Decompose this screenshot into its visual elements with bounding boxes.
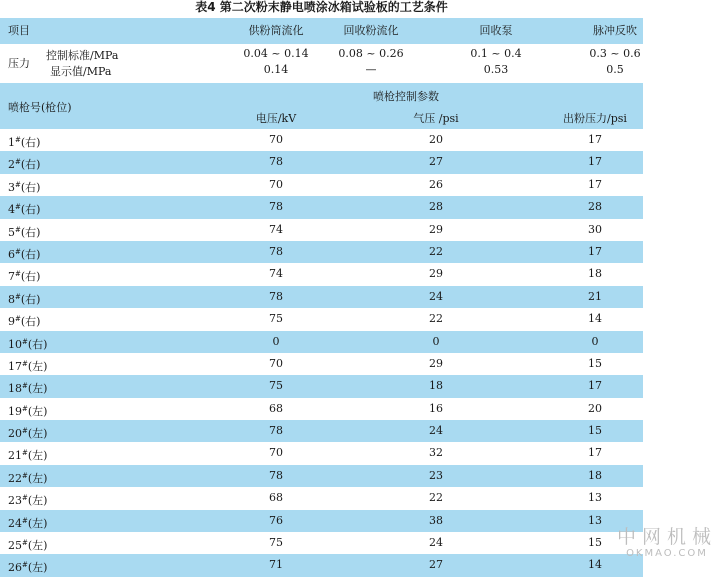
disp-value: 0.14 <box>263 63 289 76</box>
gun-number: 2 <box>8 158 15 172</box>
voltage-cell: 74 <box>269 222 283 236</box>
table-row <box>0 442 643 464</box>
gun-position: (左) <box>27 561 48 575</box>
header-row <box>0 18 643 44</box>
number-sign: # <box>15 180 21 189</box>
table-row <box>0 263 643 285</box>
air-pressure-cell: 26 <box>429 177 443 191</box>
number-sign: # <box>22 516 28 525</box>
air-pressure-cell: 32 <box>429 446 443 460</box>
gun-number: 4 <box>8 203 15 217</box>
disp-value: — <box>365 63 377 76</box>
gun-label: 喷枪号(枪位) <box>8 101 72 114</box>
voltage-cell: 78 <box>269 468 283 482</box>
powder-pressure-cell: 17 <box>588 155 602 169</box>
gun-position: (左) <box>27 494 48 508</box>
gun-position: (左) <box>27 449 48 463</box>
air-pressure-cell: 23 <box>429 468 443 482</box>
air-pressure-cell: 24 <box>429 424 443 438</box>
voltage-cell: 78 <box>269 289 283 303</box>
air-pressure-cell: 28 <box>429 200 443 214</box>
table-row <box>0 532 643 554</box>
gun-number: 1 <box>8 136 15 149</box>
air-pressure-cell: 38 <box>429 513 443 527</box>
voltage-cell: 68 <box>269 491 283 505</box>
gun-position: (右) <box>20 136 41 149</box>
table-row <box>0 398 643 420</box>
number-sign: # <box>22 471 28 480</box>
gun-number: 6 <box>8 247 15 261</box>
pressure-disp-label: 显示值/MPa <box>50 65 112 78</box>
gun-position: (右) <box>20 180 41 194</box>
table-row <box>0 375 643 397</box>
gun-number: 3 <box>8 180 15 194</box>
gun-position: (右) <box>20 158 41 172</box>
powder-pressure-cell: 17 <box>588 379 602 393</box>
gun-position: (右) <box>20 292 41 306</box>
air-pressure-cell: 0 <box>432 334 440 348</box>
gun-number: 26 <box>8 561 22 575</box>
powder-pressure-header: 出粉压力/psi <box>563 112 627 125</box>
pressure-label: 压力 <box>8 57 30 70</box>
table-title: 表4 第二次粉末静电喷涂冰箱试验板的工艺条件 <box>195 0 448 14</box>
gun-position: (左) <box>27 471 48 485</box>
std-value: 0.3 ~ 0.6 <box>589 47 641 60</box>
gun-number-cell <box>8 554 47 579</box>
gun-number: 5 <box>8 225 15 239</box>
number-sign: # <box>15 136 21 144</box>
gun-number: 22 <box>8 471 22 485</box>
gun-number: 21 <box>8 449 22 463</box>
powder-pressure-cell: 14 <box>588 312 602 326</box>
header-pulse-blowback: 脉冲反吹 <box>593 24 637 37</box>
powder-pressure-cell: 15 <box>588 536 602 550</box>
gun-position: (右) <box>20 247 41 261</box>
gun-number: 9 <box>8 315 15 329</box>
voltage-header: 电压/kV <box>255 112 297 125</box>
powder-pressure-cell: 18 <box>588 267 602 281</box>
gun-number: 24 <box>8 516 22 530</box>
powder-pressure-cell: 13 <box>588 491 602 505</box>
table-row <box>0 196 643 218</box>
gun-position: (左) <box>27 516 48 530</box>
number-sign: # <box>22 494 28 503</box>
air-pressure-cell: 24 <box>429 536 443 550</box>
voltage-cell: 75 <box>269 312 283 326</box>
gun-number: 8 <box>8 292 15 306</box>
number-sign: # <box>22 382 28 391</box>
voltage-cell: 70 <box>269 133 283 146</box>
air-pressure-cell: 16 <box>429 401 443 415</box>
header-recovery-fluidization: 回收粉流化 <box>343 24 399 37</box>
gun-position: (左) <box>27 404 48 418</box>
air-pressure-cell: 29 <box>429 222 443 236</box>
number-sign: # <box>22 539 28 548</box>
number-sign: # <box>15 203 21 212</box>
table-row <box>0 241 643 263</box>
powder-pressure-cell: 0 <box>591 334 599 348</box>
header-powder-feed: 供粉筒流化 <box>248 24 304 37</box>
process-table <box>0 18 643 577</box>
voltage-cell: 75 <box>269 379 283 393</box>
table-row <box>0 151 643 173</box>
powder-pressure-cell: 17 <box>588 177 602 191</box>
number-sign: # <box>22 561 28 570</box>
voltage-cell: 70 <box>269 356 283 370</box>
gun-number: 23 <box>8 494 22 508</box>
gun-params-group: 喷枪控制参数 <box>373 90 439 103</box>
table-row <box>0 420 643 442</box>
pressure-row <box>0 44 643 83</box>
gun-number: 19 <box>8 404 22 418</box>
watermark-en: OKMAO.COM <box>626 548 708 559</box>
number-sign: # <box>22 404 28 413</box>
number-sign: # <box>15 225 21 234</box>
number-sign: # <box>22 449 28 458</box>
gun-position: (右) <box>20 270 41 284</box>
table-row <box>0 487 643 509</box>
voltage-cell: 75 <box>269 536 283 550</box>
data-rows <box>0 129 643 577</box>
gun-position: (左) <box>27 382 48 396</box>
powder-pressure-cell: 13 <box>588 513 602 527</box>
number-sign: # <box>15 158 21 167</box>
voltage-cell: 68 <box>269 401 283 415</box>
header-recovery-pump: 回收泵 <box>479 24 513 37</box>
table-row <box>0 465 643 487</box>
header-item: 项目 <box>8 24 30 37</box>
gun-position: (右) <box>27 337 48 351</box>
air-pressure-cell: 27 <box>429 155 443 169</box>
std-value: 0.1 ~ 0.4 <box>470 47 522 60</box>
table-row <box>0 174 643 196</box>
air-pressure-cell: 22 <box>429 312 443 326</box>
voltage-cell: 70 <box>269 446 283 460</box>
watermark <box>612 526 722 560</box>
air-pressure-cell: 29 <box>429 356 443 370</box>
gun-position: (左) <box>27 359 48 373</box>
powder-pressure-cell: 17 <box>588 446 602 460</box>
voltage-cell: 0 <box>272 334 280 348</box>
powder-pressure-cell: 30 <box>588 222 602 236</box>
voltage-cell: 78 <box>269 200 283 214</box>
gun-number: 20 <box>8 427 22 441</box>
number-sign: # <box>15 270 21 279</box>
powder-pressure-cell: 18 <box>588 468 602 482</box>
watermark-cn: 中网机械 <box>616 526 717 548</box>
table-row <box>0 286 643 308</box>
gun-position: (右) <box>20 203 41 217</box>
voltage-cell: 78 <box>269 244 283 258</box>
air-pressure-cell: 18 <box>429 379 443 393</box>
pressure-std-label: 控制标准/MPa <box>46 49 119 62</box>
std-value: 0.04 ~ 0.14 <box>243 47 309 60</box>
voltage-cell: 78 <box>269 424 283 438</box>
gun-position: (右) <box>20 225 41 239</box>
table-row <box>0 510 643 532</box>
powder-pressure-cell: 17 <box>588 133 602 146</box>
gun-number: 10 <box>8 337 22 351</box>
number-sign: # <box>22 337 28 346</box>
powder-pressure-cell: 14 <box>588 558 602 572</box>
subheader-row <box>0 83 643 129</box>
number-sign: # <box>15 247 21 256</box>
disp-value: 0.5 <box>606 63 624 76</box>
air-pressure-cell: 29 <box>429 267 443 281</box>
air-pressure-header: 气压 /psi <box>413 112 459 125</box>
powder-pressure-cell: 15 <box>588 424 602 438</box>
gun-number: 7 <box>8 270 15 284</box>
gun-number: 25 <box>8 539 22 553</box>
table-row <box>0 219 643 241</box>
table-row <box>0 554 643 576</box>
gun-position: (左) <box>27 427 48 441</box>
number-sign: # <box>15 315 21 324</box>
voltage-cell: 76 <box>269 513 283 527</box>
gun-number: 17 <box>8 359 22 373</box>
number-sign: # <box>22 359 28 368</box>
table-row <box>0 353 643 375</box>
air-pressure-cell: 24 <box>429 289 443 303</box>
std-value: 0.08 ~ 0.26 <box>338 47 404 60</box>
voltage-cell: 71 <box>269 558 283 572</box>
disp-value: 0.53 <box>483 63 509 76</box>
voltage-cell: 70 <box>269 177 283 191</box>
air-pressure-cell: 22 <box>429 244 443 258</box>
table-row <box>0 331 643 353</box>
air-pressure-cell: 27 <box>429 558 443 572</box>
voltage-cell: 78 <box>269 155 283 169</box>
number-sign: # <box>22 427 28 436</box>
gun-number: 18 <box>8 382 22 396</box>
powder-pressure-cell: 15 <box>588 356 602 370</box>
table-row <box>0 129 643 151</box>
powder-pressure-cell: 17 <box>588 244 602 258</box>
number-sign: # <box>15 292 21 301</box>
air-pressure-cell: 22 <box>429 491 443 505</box>
powder-pressure-cell: 21 <box>588 289 602 303</box>
powder-pressure-cell: 20 <box>588 401 602 415</box>
table-row <box>0 308 643 330</box>
powder-pressure-cell: 28 <box>588 200 602 214</box>
gun-position: (右) <box>20 315 41 329</box>
voltage-cell: 74 <box>269 267 283 281</box>
air-pressure-cell: 20 <box>429 133 443 146</box>
gun-position: (左) <box>27 539 48 553</box>
